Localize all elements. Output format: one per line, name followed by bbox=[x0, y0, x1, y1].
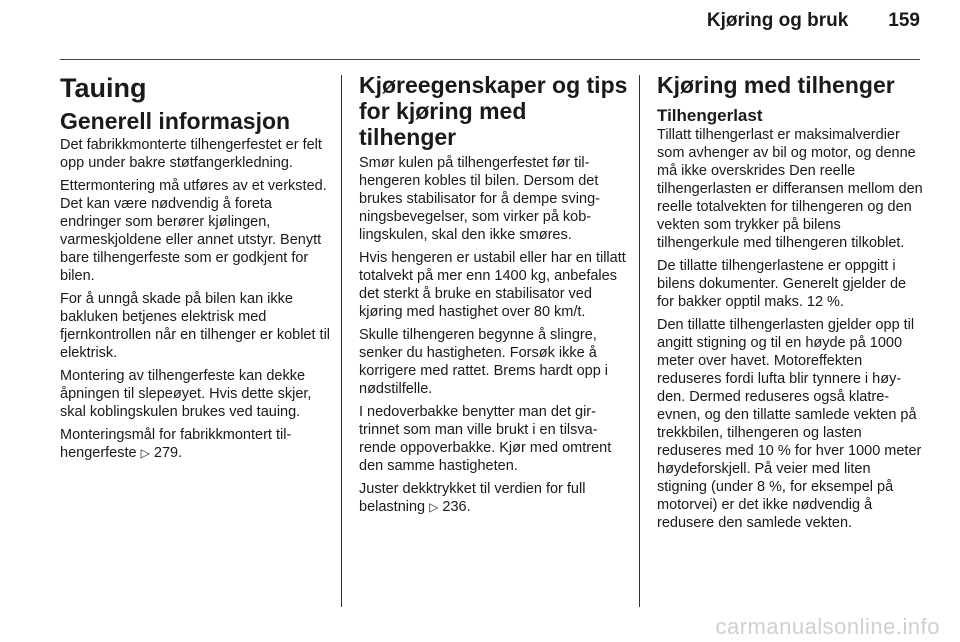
paragraph: Smør kulen på tilhengerfestet før tilhengeren kobles til bilen. Dersom det brukes stabilisator for å dempe svingningsbevegelser, som virker på koblingskulen, skal den ikke smøres. bbox=[359, 155, 600, 243]
section-title: Kjøring og bruk bbox=[706, 10, 849, 31]
paragraph: Det fabrikkmonterte tilhengerfestet er felt opp under bakre støtfangerkledning. bbox=[60, 137, 322, 171]
column-divider-1 bbox=[341, 75, 342, 607]
paragraph-with-reference: Juster dekktrykket til verdien for full belastning ▷ 236. bbox=[359, 481, 586, 515]
page-reference-icon: ▷ bbox=[429, 500, 439, 514]
header-rule bbox=[60, 59, 920, 60]
paragraph: I nedoverbakke benytter man det girtrinnet som man ville brukt i en tilsvarende oppoverbakke. Kjør med omtrent den samme hastigheten. bbox=[359, 404, 612, 474]
paragraph-with-reference: Monteringsmål for fabrikkmontert tilhengerfeste ▷ 279. bbox=[60, 427, 292, 461]
column-2 bbox=[359, 72, 628, 521]
paragraph: Hvis hengeren er ustabil eller har en tillatt totalvekt på mer enn 1400 kg, anbefales det sterkt å bruke en stabilisator ved kjøring med hastighet over 80 km/t. bbox=[359, 250, 626, 320]
section-heading: Kjøring med tilhenger bbox=[657, 72, 895, 98]
column-1 bbox=[60, 72, 332, 467]
paragraph: Den tillatte tilhengerlasten gjelder opp til angitt stigning og til en høyde på 1000 meter over havet. Motoreffekten reduseres fordi lufta blir tynnere i høyden. Dermed reduseres også klatreevnen, og den tillatte samlede vekten på trekkbilen, tilhengeren og lasten reduseres med 10 % for hver 1000 meter høydeforskjell. På veier med liten stigning (under 8 %, for eksempel på motorvei) er det ikke nødvendig å redusere den samlede vekten. bbox=[657, 317, 922, 531]
running-header bbox=[707, 10, 920, 32]
page-number: 159 bbox=[888, 10, 920, 31]
column-divider-2 bbox=[639, 75, 640, 607]
paragraph: Montering av tilhengerfeste kan dekke åpningen til slepeøyet. Hvis dette skjer, skal koblingskulen brukes ved tauing. bbox=[60, 368, 312, 420]
column-3 bbox=[657, 72, 923, 537]
section-heading: Generell informasjon bbox=[60, 108, 291, 134]
paragraph: Tillatt tilhengerlast er maksimalverdier som avhenger av bil og motor, og denne må ikke overskrides Den reelle tilhengerlasten er differansen mellom den reelle totalvekten for tilhengeren og den vekten som trykker på bilens tilhengerkule med tilhengeren tilkoblet. bbox=[657, 127, 923, 251]
paragraph: For å unngå skade på bilen kan ikke bakluken betjenes elektrisk med fjernkontrollen når en tilhenger er koblet til elektrisk. bbox=[60, 291, 331, 361]
section-heading: Kjøreegenskaper og tips for kjøring med tilhenger bbox=[359, 72, 628, 150]
page-reference-link[interactable]: 279. bbox=[153, 445, 183, 461]
paragraph: Skulle tilhengeren begynne å slingre, senker du hastigheten. Forsøk ikke å korrigere med rattet. Brems hardt opp i nødstilfelle. bbox=[359, 327, 609, 397]
watermark: carmanualsonline.info bbox=[715, 614, 940, 639]
subsection-heading: Tilhengerlast bbox=[657, 106, 763, 125]
paragraph: De tillatte tilhengerlastene er oppgitt i bilens dokumenter. Generelt gjelder de for bakker opptil maks. 12 %. bbox=[657, 258, 907, 310]
paragraph: Ettermontering må utføres av et verksted. Det kan være nødvendig å foreta endringer som berører kjølingen, varmeskjoldene eller annet utstyr. Benytt bare tilhengerfeste som er godkjent for bilen. bbox=[60, 178, 327, 284]
page-reference-icon: ▷ bbox=[140, 446, 150, 460]
chapter-title: Tauing bbox=[60, 73, 147, 103]
page-reference-link[interactable]: 236. bbox=[442, 499, 471, 515]
